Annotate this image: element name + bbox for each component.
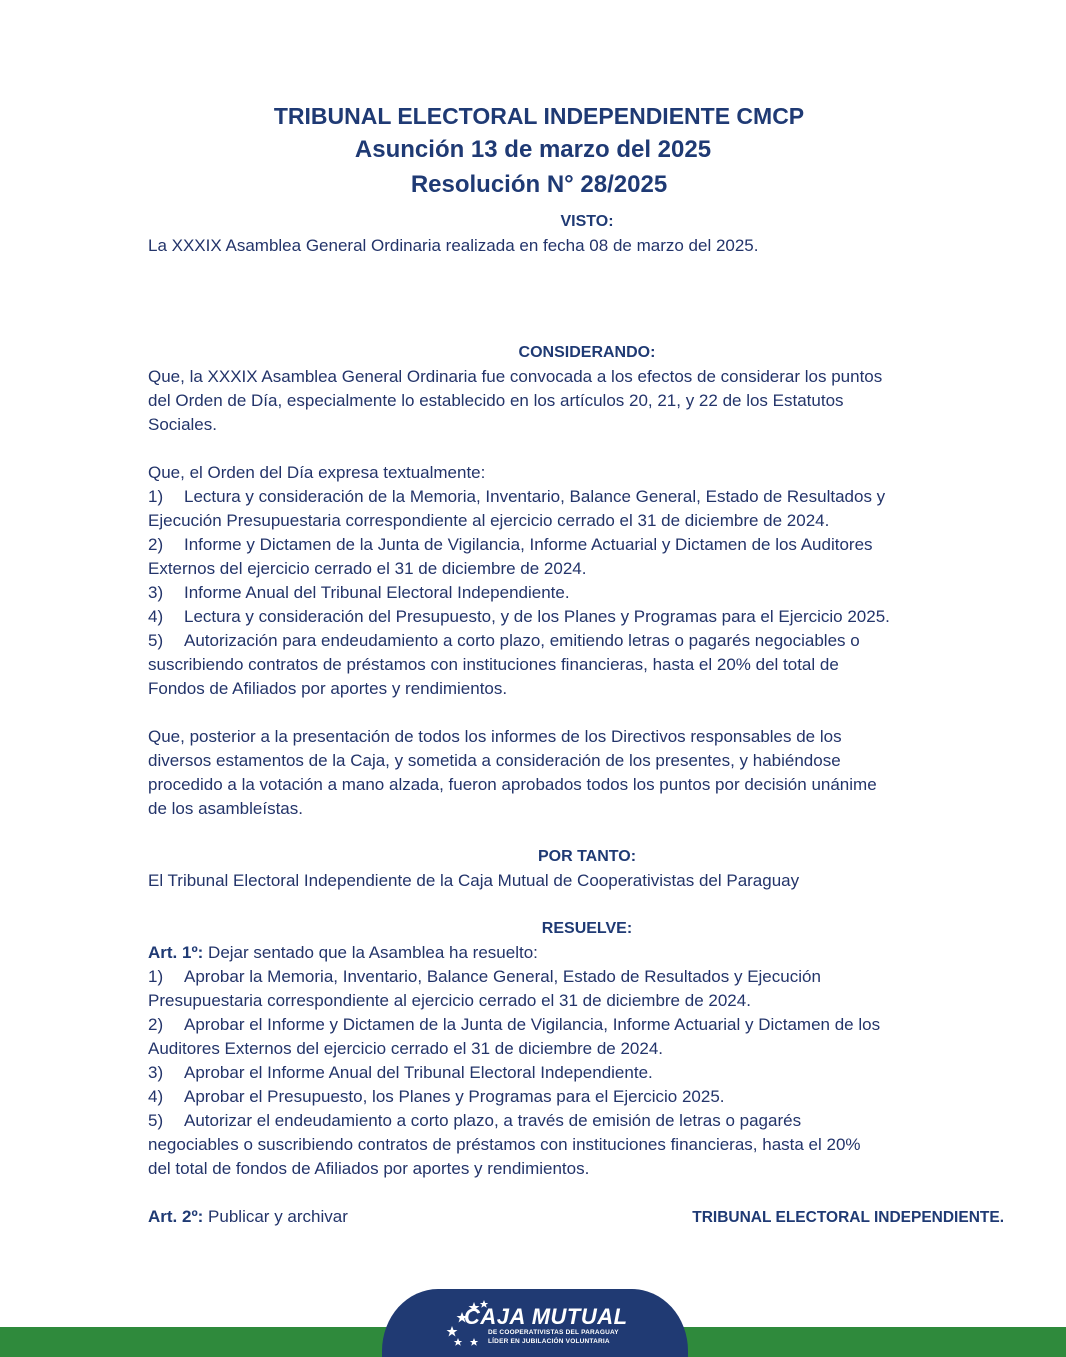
list-item: 3) Aprobar el Informe Anual del Tribunal Electoral Independiente. xyxy=(148,1063,653,1082)
considerando-paragraph-1-line-1: Que, la XXXIX Asamblea General Ordinaria fue convocada a los efectos de considerar los puntos xyxy=(148,367,883,386)
considerando-paragraph-3-line-2: diversos estamentos de la Caja, y sometida a consideración de los presentes, y habiéndose xyxy=(148,751,841,770)
list-item-continuation: Fondos de Afiliados por aportes y rendimientos. xyxy=(148,679,508,698)
considerando-paragraph-1-line-2: del Orden de Día, especialmente lo establecido en los artículos 20, 21, y 22 de los Estatutos xyxy=(148,391,844,410)
brand-tagline-1: DE COOPERATIVISTAS DEL PARAGUAY xyxy=(488,1329,619,1336)
list-item-continuation: del total de fondos de Afiliados por aportes y rendimientos. xyxy=(148,1159,590,1178)
visto-text: La XXXIX Asamblea General Ordinaria realizada en fecha 08 de marzo del 2025. xyxy=(148,236,759,255)
article-1-label: Art. 1º: xyxy=(148,943,204,962)
list-item-continuation: Auditores Externos del ejercicio cerrado el 31 de diciembre de 2024. xyxy=(148,1039,664,1058)
document-header xyxy=(0,100,1066,202)
list-item: 4) Aprobar el Presupuesto, los Planes y Programas para el Ejercicio 2025. xyxy=(148,1087,725,1106)
list-item-continuation: suscribiendo contratos de préstamos con instituciones financieras, hasta el 20% del total de xyxy=(148,655,839,674)
resolution-number: Resolución N° 28/2025 xyxy=(410,171,668,198)
list-item: 1) Aprobar la Memoria, Inventario, Balance General, Estado de Resultados y Ejecución xyxy=(148,967,821,986)
resuelve-heading: RESUELVE: xyxy=(541,920,633,937)
document-title: TRIBUNAL ELECTORAL INDEPENDIENTE CMCP xyxy=(273,103,805,129)
list-item: 1) Lectura y consideración de la Memoria, Inventario, Balance General, Estado de Resultados y xyxy=(148,487,886,506)
considerando-paragraph-2: Que, el Orden del Día expresa textualmente: xyxy=(148,463,486,482)
considerando-paragraph-1-line-3: Sociales. xyxy=(148,415,217,434)
document-body xyxy=(148,210,978,1229)
considerando-heading: CONSIDERANDO: xyxy=(518,344,656,361)
considerando-paragraph-3-line-4: de los asambleístas. xyxy=(148,799,303,818)
article-2-label: Art. 2º: xyxy=(148,1207,204,1226)
signature: TRIBUNAL ELECTORAL INDEPENDIENTE. xyxy=(692,1209,1004,1226)
document-date: Asunción 13 de marzo del 2025 xyxy=(354,136,712,163)
considerando-paragraph-3-line-1: Que, posterior a la presentación de todos los informes de los Directivos responsables de los xyxy=(148,727,842,746)
visto-heading: VISTO: xyxy=(560,213,614,230)
article-2-text: Publicar y archivar xyxy=(203,1207,348,1226)
caja-mutual-logo xyxy=(444,1298,634,1354)
list-item: 2) Aprobar el Informe y Dictamen de la Junta de Vigilancia, Informe Actuarial y Dictamen de los xyxy=(148,1015,881,1034)
list-item-continuation: Externos del ejercicio cerrado el 31 de diciembre de 2024. xyxy=(148,559,587,578)
brand-name: CAJA MUTUAL xyxy=(464,1304,628,1329)
list-item: 5) Autorizar el endeudamiento a corto plazo, a través de emisión de letras o pagarés xyxy=(148,1111,802,1130)
portanto-heading: POR TANTO: xyxy=(537,848,637,865)
brand-tagline-2: LÍDER EN JUBILACIÓN VOLUNTARIA xyxy=(488,1338,610,1345)
list-item-continuation: Ejecución Presupuestaria correspondiente al ejercicio cerrado el 31 de diciembre de 2024. xyxy=(148,511,830,530)
article-1 xyxy=(148,941,978,965)
considerando-paragraph-3-line-3: procedido a la votación a mano alzada, fueron aprobados todos los puntos por decisión unánime xyxy=(148,775,877,794)
list-item-continuation: Presupuestaria correspondiente al ejercicio cerrado el 31 de diciembre de 2024. xyxy=(148,991,751,1010)
orden-del-dia-list xyxy=(148,485,978,701)
list-item: 3) Informe Anual del Tribunal Electoral Independiente. xyxy=(148,583,570,602)
article-1-text: Dejar sentado que la Asamblea ha resuelto: xyxy=(203,943,538,962)
list-item-continuation: negociables o suscribiendo contratos de préstamos con instituciones financieras, hasta el 20% xyxy=(148,1135,861,1154)
portanto-text: El Tribunal Electoral Independiente de la Caja Mutual de Cooperativistas del Paraguay xyxy=(148,871,800,890)
list-item: 2) Informe y Dictamen de la Junta de Vigilancia, Informe Actuarial y Dictamen de los Auditores xyxy=(148,535,873,554)
list-item: 4) Lectura y consideración del Presupuesto, y de los Planes y Programas para el Ejercicio 2025. xyxy=(148,607,890,626)
list-item: 5) Autorización para endeudamiento a corto plazo, emitiendo letras o pagarés negociables o xyxy=(148,631,860,650)
resuelve-list xyxy=(148,965,978,1181)
